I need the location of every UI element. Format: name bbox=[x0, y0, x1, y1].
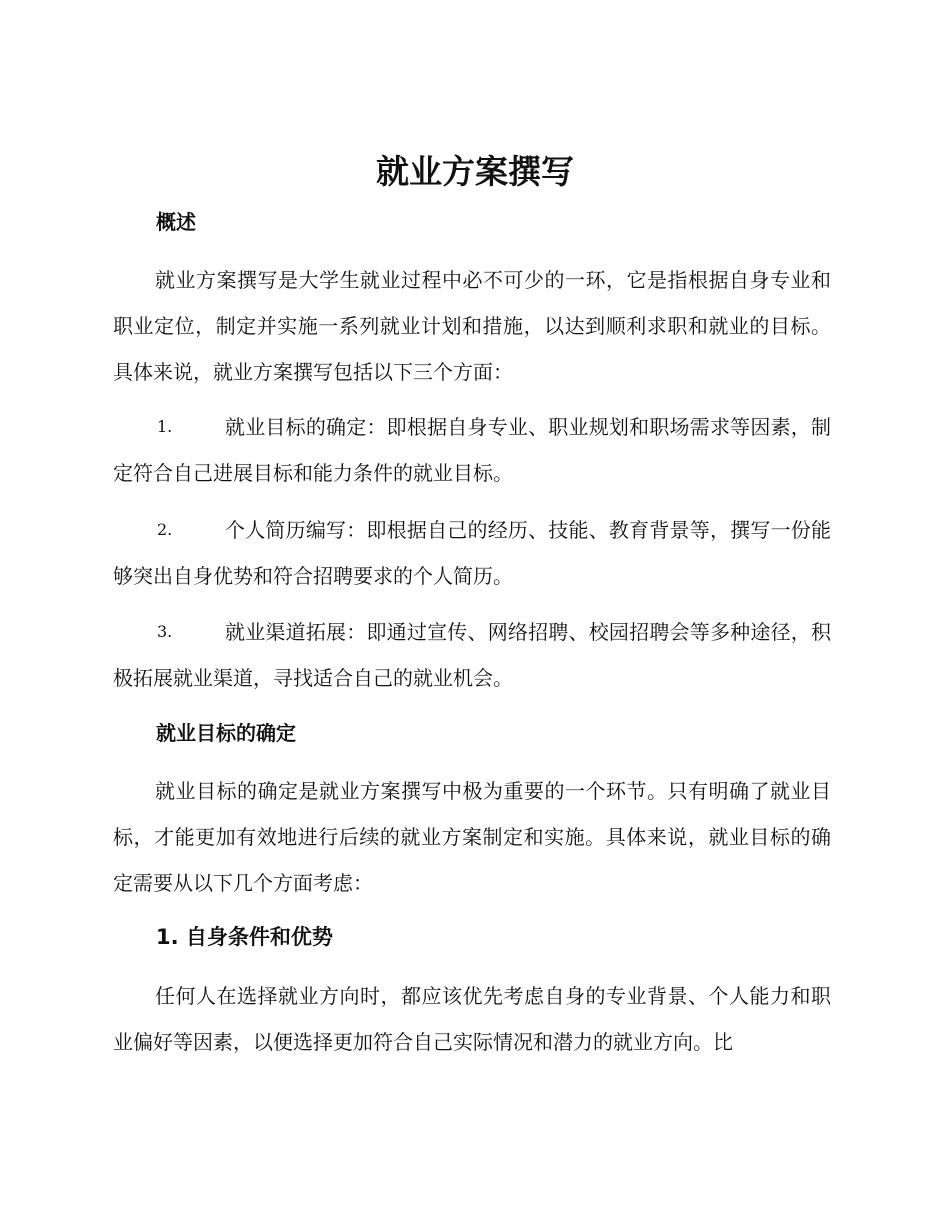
list-item-number: 3. bbox=[157, 622, 173, 641]
list-item bbox=[113, 609, 831, 701]
list-item-number: 1. bbox=[157, 417, 173, 436]
list-item-text: 就业目标的确定：即根据自身专业、职业规划和职场需求等因素，制定符合自己进展目标和能力条件的就业目标。 bbox=[113, 415, 831, 485]
career-goal-paragraph: 就业目标的确定是就业方案撰写中极为重要的一个环节。只有明确了就业目标，才能更加有效地进行后续的就业方案制定和实施。具体来说，就业目标的确定需要从以下几个方面考虑： bbox=[113, 779, 831, 895]
document-title: 就业方案撰写 bbox=[376, 152, 574, 191]
list-item-text: 就业渠道拓展：即通过宣传、网络招聘、校园招聘会等多种途径，积极拓展就业渠道，寻找适合自己的就业机会。 bbox=[113, 620, 831, 690]
list-item bbox=[113, 404, 831, 496]
list-item-number: 2. bbox=[157, 520, 173, 539]
list-item-text: 个人简历编写：即根据自己的经历、技能、教育背景等，撰写一份能够突出自身优势和符合招聘要求的个人简历。 bbox=[113, 518, 831, 588]
section-heading-career-goal: 就业目标的确定 bbox=[156, 721, 296, 745]
subsection-heading-self-conditions: 1. 自身条件和优势 bbox=[156, 925, 333, 949]
overview-paragraph: 就业方案撰写是大学生就业过程中必不可少的一环，它是指根据自身专业和职业定位，制定并实施一系列就业计划和措施，以达到顺利求职和就业的目标。具体来说，就业方案撰写包括以下三个方面： bbox=[113, 268, 831, 384]
self-conditions-paragraph: 任何人在选择就业方向时，都应该优先考虑自身的专业背景、个人能力和职业偏好等因素，以便选择更加符合自己实际情况和潜力的就业方向。比 bbox=[113, 984, 831, 1054]
list-item bbox=[113, 507, 831, 599]
section-heading-overview: 概述 bbox=[156, 210, 196, 234]
